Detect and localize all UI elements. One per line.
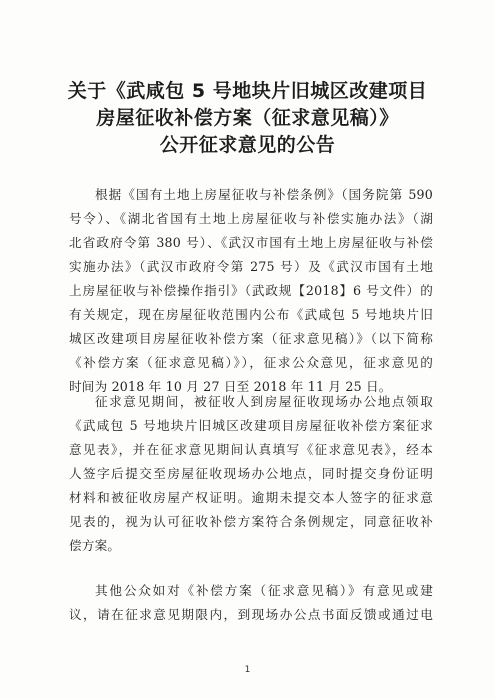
page-number: 1 (244, 665, 251, 675)
paragraph-line: 上房屋征收与补偿操作指引》（武政规【2018】6 号文件）的 (69, 283, 433, 298)
paragraph-line: 意见表》，并在征求意见期间认真填写《征求意见表》，经本 (69, 442, 433, 457)
document-title-line-3: 公开征求意见的公告 (159, 134, 336, 156)
paragraph-line: 见表的，视为认可征收补偿方案符合条例规定，同意征收补 (69, 514, 433, 529)
paragraph-line: 北省政府令第 380 号）、《武汉市国有土地上房屋征收与补偿 (69, 235, 433, 250)
paragraph-legal-basis (69, 183, 433, 399)
document-title-line-1: 关于《武咸包 5 号地块片旧城区改建项目 (67, 80, 428, 102)
paragraph-line: 材料和被征收房屋产权证明。逾期未提交本人签字的征求意 (69, 490, 433, 505)
document-title-line-2: 房屋征收补偿方案（征求意见稿）》 (96, 107, 399, 129)
paragraph-line: 征求意见期间，被征收人到房屋征收现场办公地点领取 (95, 394, 433, 409)
paragraph-line: 《武咸包 5 号地块片旧城区改建项目房屋征收补偿方案征求 (69, 418, 433, 433)
paragraph-line: 时间为 2018 年 10 月 27 日至 2018 年 11 月 25 日。 (69, 379, 392, 394)
paragraph-line: 城区改建项目房屋征收补偿方案（征求意见稿）》（以下简称 (69, 331, 433, 346)
paragraph-line: 议，请在征求意见期限内，到现场办公点书面反馈或通过电 (69, 607, 433, 622)
paragraph-line: 偿方案。 (69, 538, 121, 553)
paragraph-line: 有关规定，现在房屋征收范围内公布《武咸包 5 号地块片旧 (69, 307, 433, 322)
paragraph-line: 号令）、《湖北省国有土地上房屋征收与补偿实施办法》（湖 (69, 211, 433, 226)
paragraph-line: 根据《国有土地上房屋征收与补偿条例》（国务院第 590 (95, 187, 433, 202)
paragraph-comment-period (69, 390, 433, 558)
paragraph-line: 《补偿方案（征求意见稿）》），征求公众意见，征求意见的 (69, 355, 433, 370)
paragraph-line: 实施办法》（武汉市政府令第 275 号）及《武汉市国有土地 (69, 259, 433, 274)
paragraph-line: 其他公众如对《补偿方案（征求意见稿）》有意见或建 (95, 583, 433, 598)
paragraph-public-feedback (69, 579, 433, 627)
paragraph-line: 人签字后提交至房屋征收现场办公地点，同时提交身份证明 (69, 466, 433, 481)
